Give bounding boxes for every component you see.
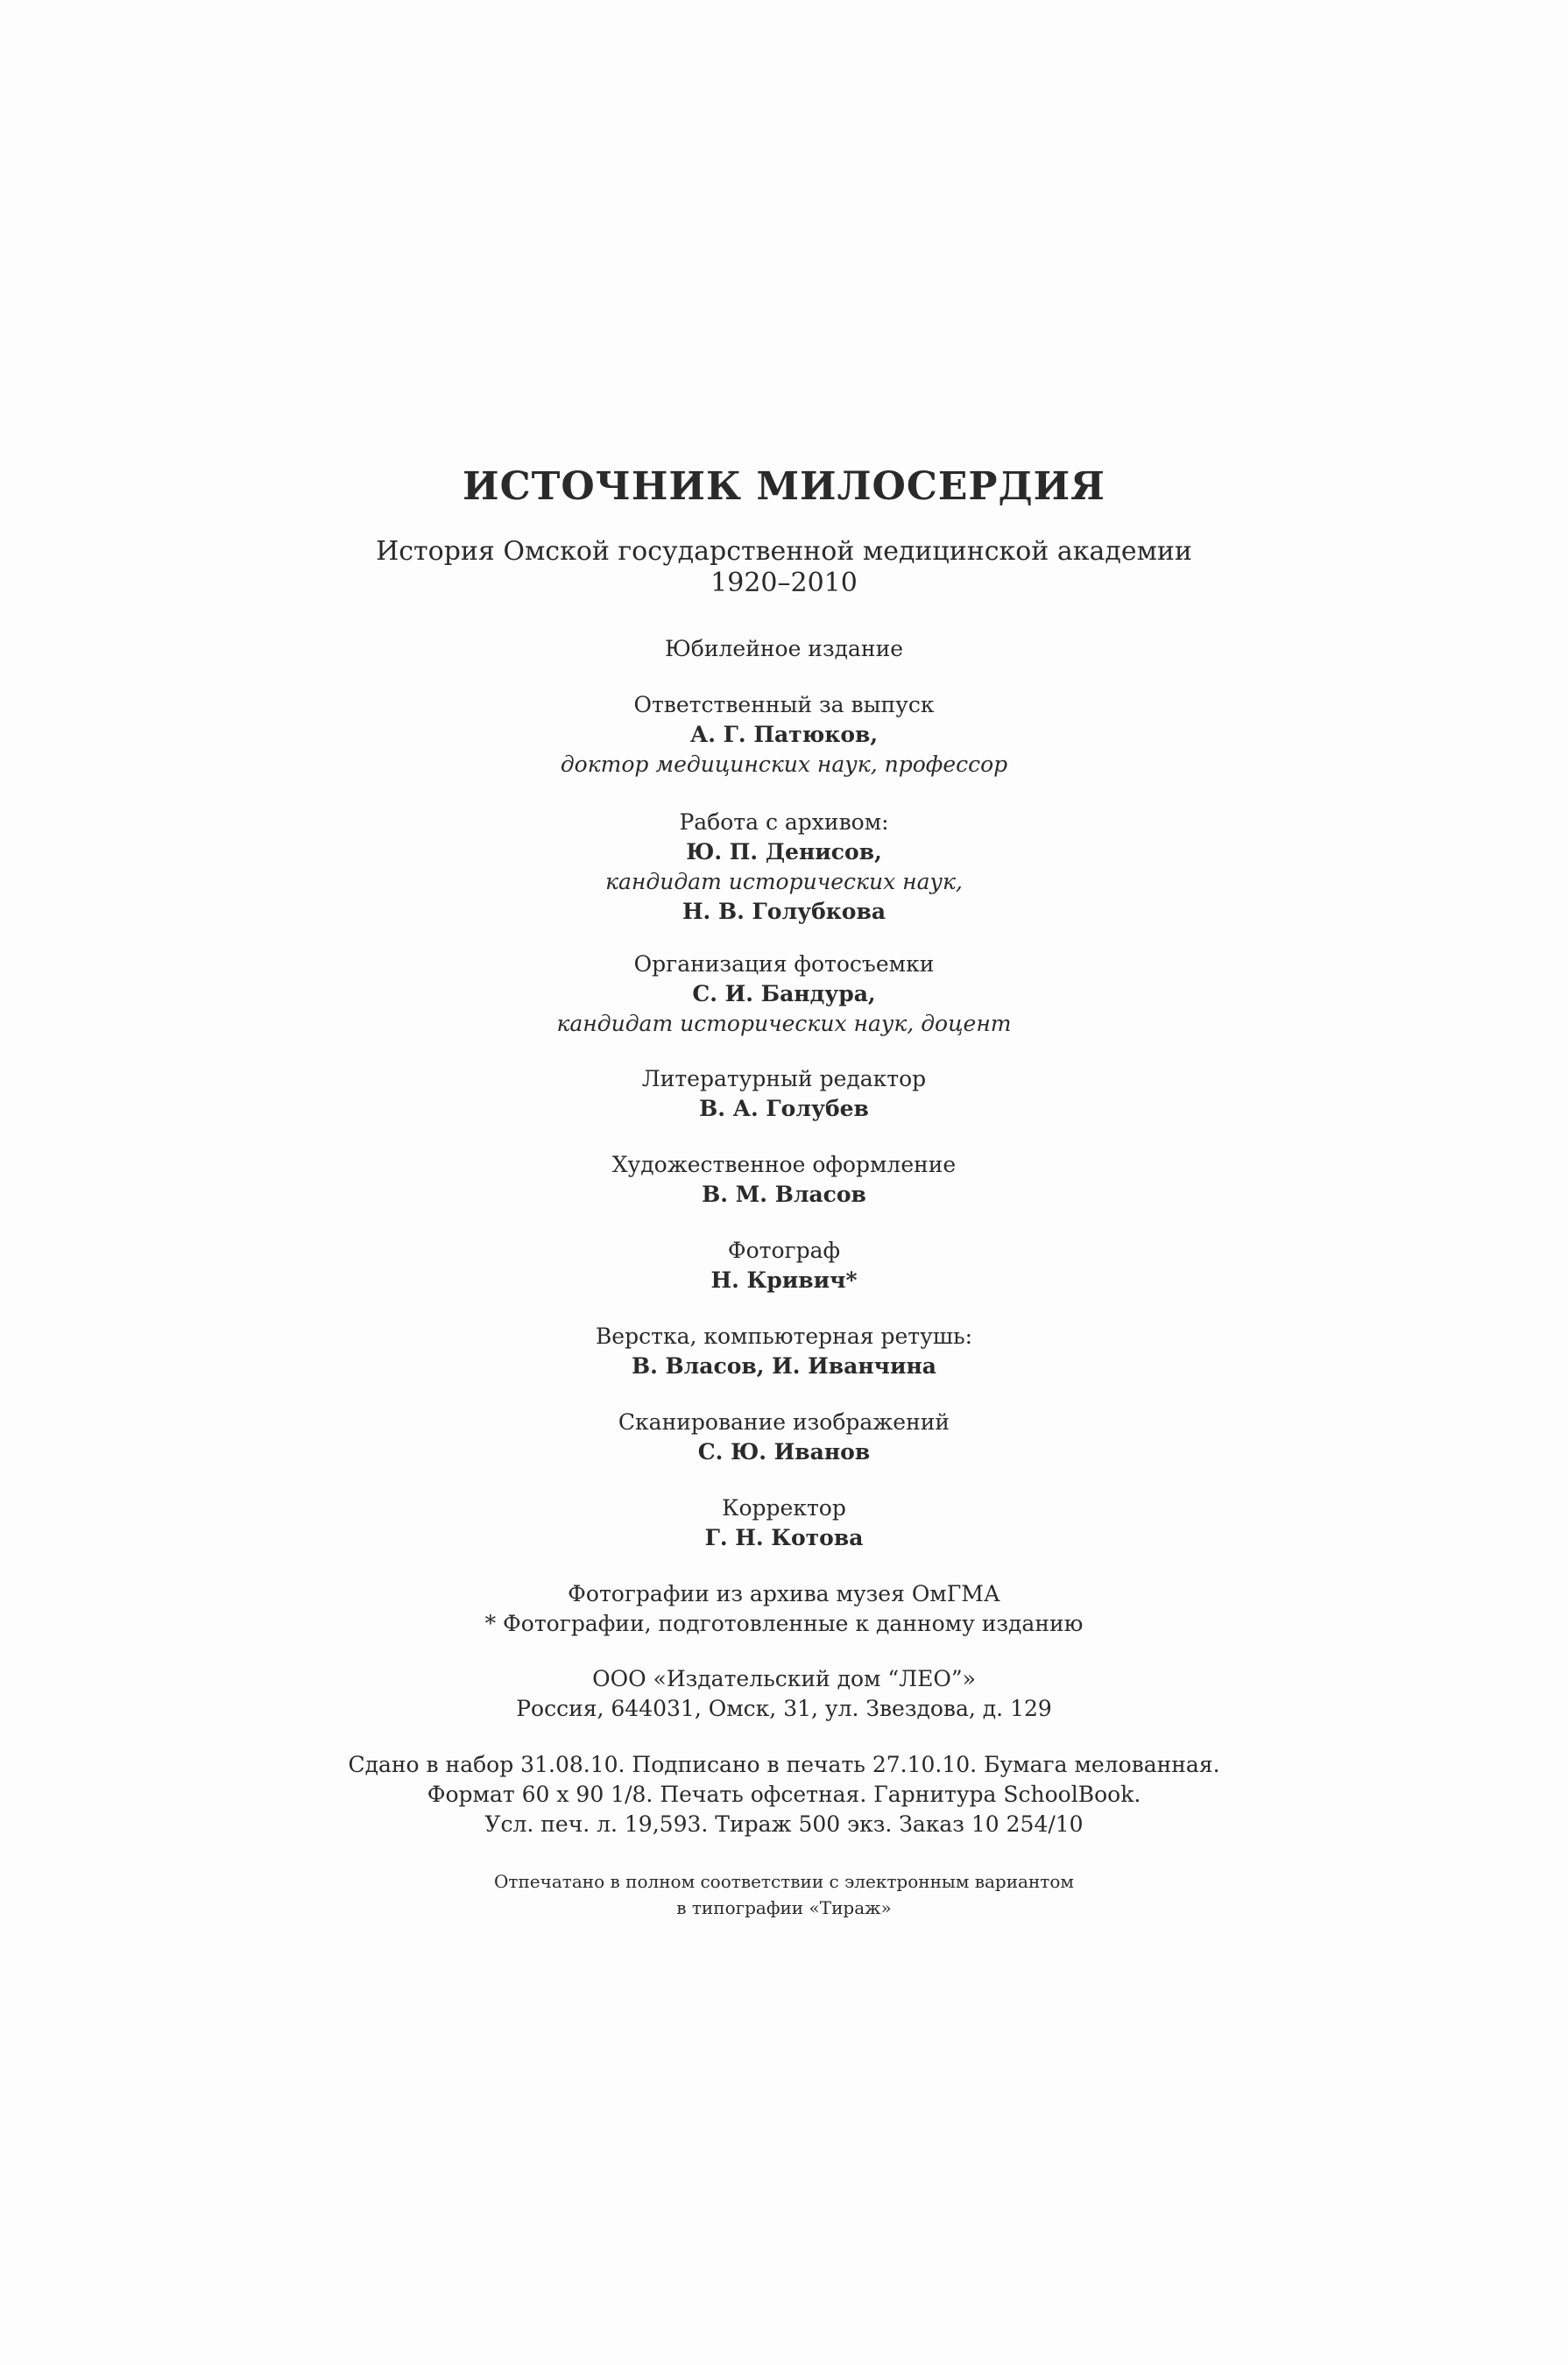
credit-person: Н. Кривич*: [710, 1267, 858, 1293]
publisher-name: ООО «Издательский дом “ЛЕО”»: [592, 1666, 976, 1691]
credit-role: Корректор: [722, 1495, 846, 1521]
years: 1920–2010: [710, 568, 858, 598]
credit-role: Литературный редактор: [641, 1066, 927, 1091]
publisher-block: [0, 1664, 1568, 1724]
photo-notes: [0, 1579, 1568, 1639]
credit-role: Сканирование изображений: [618, 1409, 950, 1435]
publisher-address: Россия, 644031, Омск, 31, ул. Звездова, д. 129: [516, 1696, 1052, 1721]
credit-degree: кандидат исторических наук,: [605, 869, 963, 894]
credit-literary-editor: [0, 1064, 1568, 1124]
subtitle-block: [0, 536, 1568, 599]
credit-scanning: [0, 1408, 1568, 1467]
credit-role: Художественное оформление: [611, 1152, 957, 1177]
credit-archive: [0, 808, 1568, 927]
subtitle: История Омской государственной медицинской академии: [376, 536, 1192, 567]
credit-photo-organization: [0, 950, 1568, 1039]
credit-person: Ю. П. Денисов,: [686, 839, 882, 865]
printer-note-block: [0, 1868, 1568, 1921]
printer-note-line: Отпечатано в полном соответствии с электронным вариантом: [494, 1871, 1074, 1892]
credit-degree: кандидат исторических наук, доцент: [556, 1011, 1012, 1036]
credit-role: Организация фотосъемки: [633, 951, 935, 977]
credit-person: Г. Н. Котова: [704, 1525, 864, 1550]
credit-role: Работа с архивом:: [679, 809, 889, 835]
credit-person: В. М. Власов: [702, 1182, 866, 1207]
credit-person: А. Г. Патюков,: [689, 722, 879, 747]
photo-note: Фотографии из архива музея ОмГМА: [568, 1581, 1000, 1606]
credit-layout: [0, 1322, 1568, 1381]
print-info-line: Сдано в набор 31.08.10. Подписано в печать 27.10.10. Бумага мелованная.: [348, 1752, 1220, 1777]
credit-person: Н. В. Голубкова: [682, 899, 886, 924]
print-info-line: Усл. печ. л. 19,593. Тираж 500 экз. Заказ 10 254/10: [484, 1811, 1084, 1837]
credit-proofreader: [0, 1493, 1568, 1553]
credit-responsible: [0, 690, 1568, 780]
credit-art-design: [0, 1150, 1568, 1210]
credit-role: Верстка, компьютерная ретушь:: [595, 1324, 973, 1349]
credit-photographer: [0, 1236, 1568, 1295]
credit-role: Фотограф: [727, 1238, 841, 1263]
edition-block: [0, 634, 1568, 664]
credit-person: В. А. Голубев: [699, 1096, 869, 1121]
credit-person: С. Ю. Иванов: [697, 1439, 871, 1465]
credit-role: Ответственный за выпуск: [633, 692, 935, 717]
print-info-block: [0, 1750, 1568, 1839]
photo-note: * Фотографии, подготовленные к данному изданию: [484, 1611, 1084, 1636]
book-title: ИСТОЧНИК МИЛОСЕРДИЯ: [463, 464, 1105, 509]
printer-note-line: в типографии «Тираж»: [676, 1897, 892, 1918]
credit-degree: доктор медицинских наук, профессор: [560, 752, 1008, 777]
credit-person: В. Власов, И. Иванчина: [631, 1353, 937, 1379]
credit-person: С. И. Бандура,: [692, 981, 876, 1006]
print-info-line: Формат 60 х 90 1/8. Печать офсетная. Гарнитура SchoolBook.: [427, 1782, 1141, 1807]
edition: Юбилейное издание: [664, 636, 904, 661]
